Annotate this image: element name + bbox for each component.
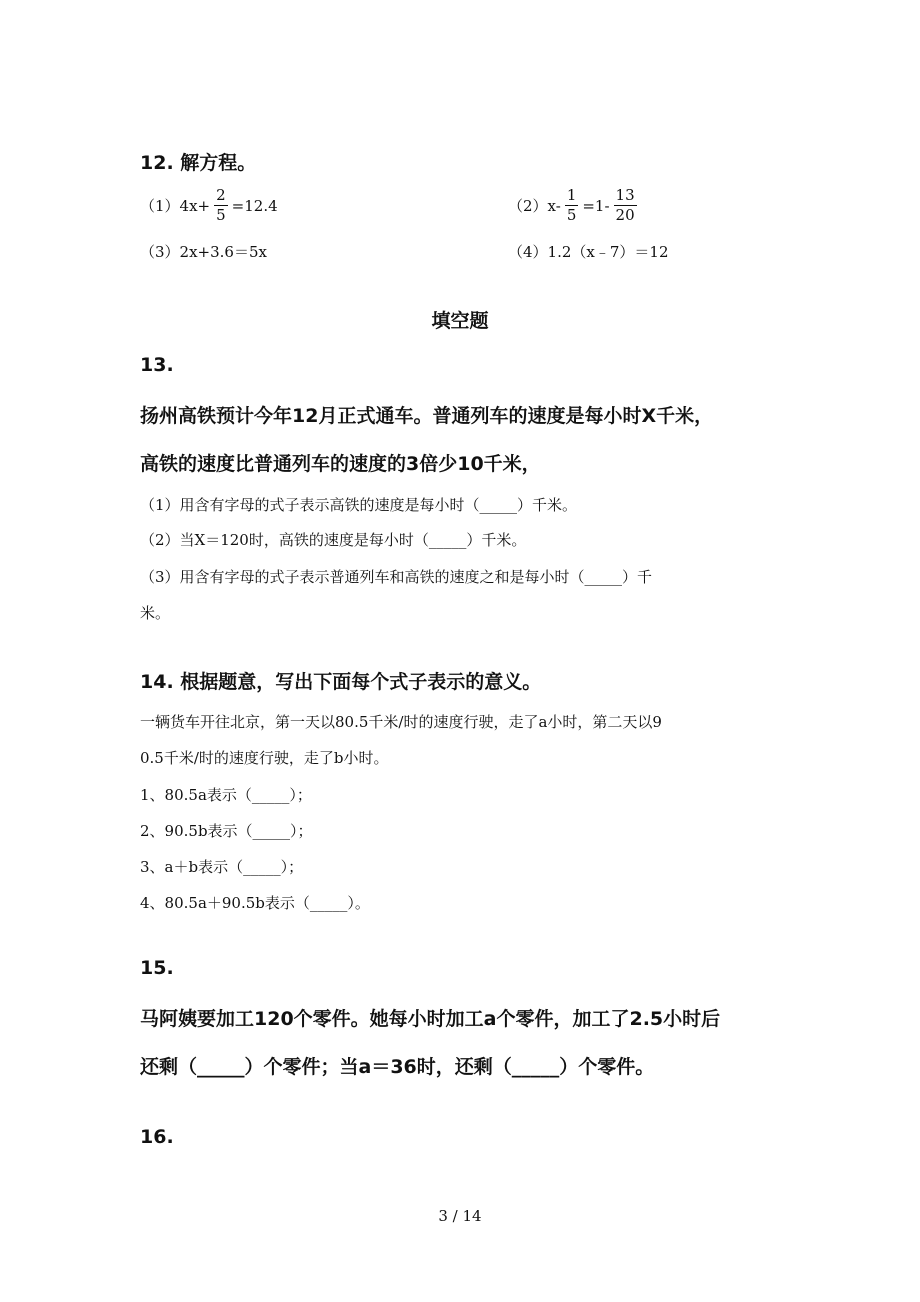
eq1-numerator: 2 <box>216 186 226 204</box>
q16-number: 16. <box>140 1126 174 1148</box>
eq2-fraction-1 <box>565 186 579 225</box>
q12-title: 12. 解方程。 <box>140 152 257 174</box>
eq2-prefix: （2）x- <box>508 197 561 215</box>
eq2-denominator-1: 5 <box>566 206 577 224</box>
q12-equation-2 <box>508 186 641 225</box>
q14-item-2: 2、90.5b表示（_____）； <box>140 822 313 840</box>
q14-title: 14. 根据题意，写出下面每个式子表示的意义。 <box>140 671 542 693</box>
q13-sub-2: （2）当X＝120时，高铁的速度是每小时（_____）千米。 <box>140 531 527 549</box>
eq1-suffix: =12.4 <box>231 196 278 215</box>
q13-line-2: 高铁的速度比普通列车的速度的3倍少10千米， <box>140 453 541 475</box>
q14-item-4: 4、80.5a＋90.5b表示（_____）。 <box>140 894 370 912</box>
q13-sub-3a: （3）用含有字母的式子表示普通列车和高铁的速度之和是每小时（_____）千 <box>140 568 653 586</box>
eq2-fraction-2 <box>614 186 637 225</box>
page-number: 3 / 14 <box>438 1207 482 1225</box>
section-title: 填空题 <box>431 310 489 332</box>
q14-item-3: 3、a＋b表示（_____）； <box>140 858 304 876</box>
eq2-denominator-2: 20 <box>615 206 635 224</box>
eq2-numerator-1: 1 <box>566 186 577 204</box>
q13-number: 13. <box>140 354 174 376</box>
q12-equation-1 <box>140 186 278 225</box>
q14-item-1: 1、80.5a表示（_____）； <box>140 786 312 804</box>
eq1-prefix: （1）4x+ <box>140 197 211 215</box>
eq1-denominator: 5 <box>216 206 226 224</box>
q14-text-2: 0.5千米/时的速度行驶，走了b小时。 <box>140 749 389 767</box>
q13-line-1: 扬州高铁预计今年12月正式通车。普通列车的速度是每小时X千米， <box>140 405 714 427</box>
q12-equation-3: （3）2x+3.6＝5x <box>140 243 267 261</box>
q12-equation-4: （4）1.2（x﹣7）＝12 <box>508 243 669 261</box>
q13-sub-1: （1）用含有字母的式子表示高铁的速度是每小时（_____）千米。 <box>140 496 578 514</box>
q15-number: 15. <box>140 957 174 979</box>
q15-line-2: 还剩（_____）个零件；当a＝36时，还剩（_____）个零件。 <box>140 1056 655 1078</box>
eq1-fraction <box>214 186 228 225</box>
eq2-middle: =1- <box>582 196 610 215</box>
q15-line-1: 马阿姨要加工120个零件。她每小时加工a个零件，加工了2.5小时后 <box>140 1008 721 1030</box>
eq2-numerator-2: 13 <box>615 186 635 204</box>
q14-text-1: 一辆货车开往北京，第一天以80.5千米/时的速度行驶，走了a小时，第二天以9 <box>140 713 662 731</box>
q13-sub-3b: 米。 <box>140 604 171 622</box>
